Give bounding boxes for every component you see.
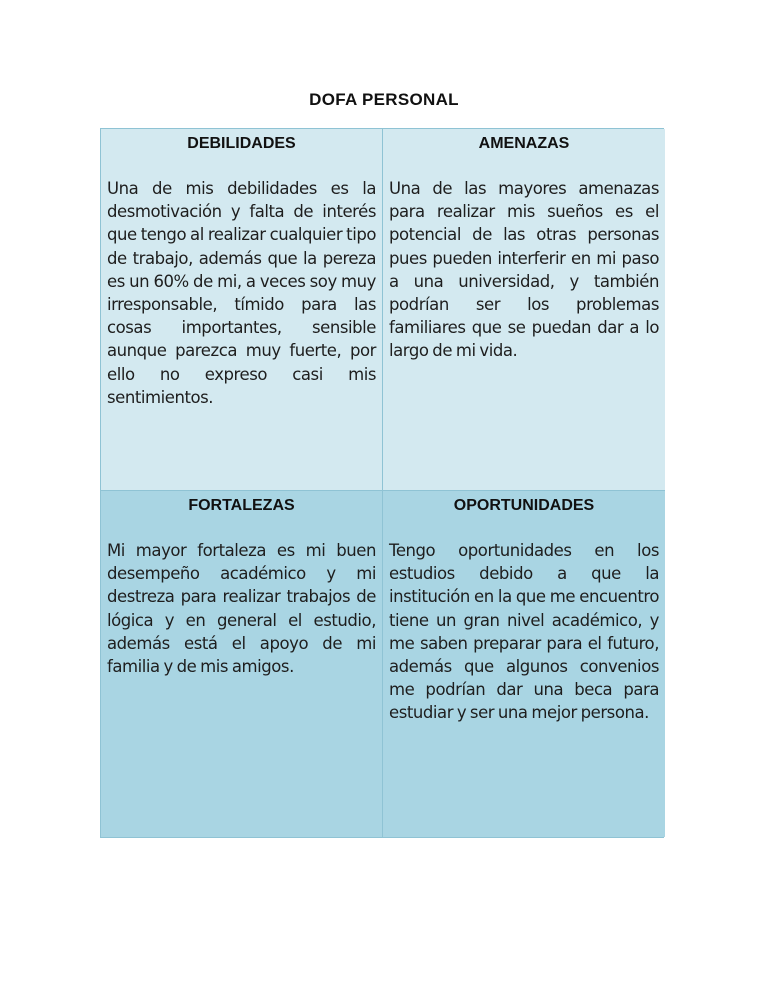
amenazas-text: Una de las mayores amenazas para realizar mis sueños es el potencial de las otras personas pues pueden interferir en mi paso a una universidad, y también podrían ser los problemas familiares que se puedan dar a lo largo de mi vida. [389, 179, 659, 361]
debilidades-cell [101, 129, 383, 491]
oportunidades-heading: OPORTUNIDADES [453, 497, 595, 514]
page-title: DOFA PERSONAL [309, 90, 459, 109]
fortalezas-cell [101, 491, 383, 837]
fortalezas-text: Mi mayor fortaleza es mi buen desempeño académico y mi destreza para realizar trabajos de lógica y en general el estudio, además está el apoyo de mi familia y de mis amigos. [107, 541, 376, 677]
fortalezas-heading: FORTALEZAS [188, 497, 295, 514]
debilidades-heading: DEBILIDADES [187, 135, 296, 152]
oportunidades-text: Tengo oportunidades en los estudios debido a que la institución en la que me encuentro tiene un gran nivel académico, y me saben preparar para el futuro, además que algunos convenios me podrían dar una beca para estudiar y ser una mejor persona. [389, 541, 659, 723]
oportunidades-cell [383, 491, 665, 837]
dofa-table [100, 128, 664, 838]
amenazas-cell [383, 129, 665, 491]
debilidades-text: Una de mis debilidades es la desmotivación y falta de interés que tengo al realizar cualquier tipo de trabajo, además que la pereza es un 60% de mi, a veces soy muy irresponsable, tímido para las cosas importantes, sensible aunque parezca muy fuerte, por ello no expreso casi mis sentimientos. [107, 179, 376, 407]
amenazas-heading: AMENAZAS [478, 135, 570, 152]
